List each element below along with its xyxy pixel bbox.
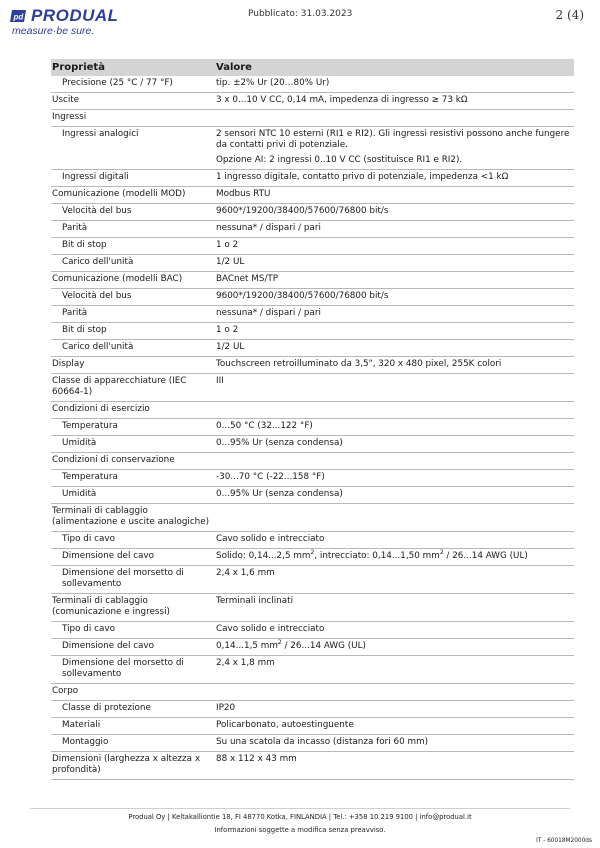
property-cell: Umidità (51, 487, 215, 504)
value-cell: Cavo solido e intrecciato (215, 532, 574, 549)
value-cell: -30...70 °C (-22...158 °F) (215, 470, 574, 487)
value-cell: 9600*/19200/38400/57600/76800 bit/s (215, 289, 574, 306)
table-row (51, 549, 574, 566)
value-cell: 0...95% Ur (senza condensa) (215, 487, 574, 504)
table-row (51, 470, 574, 487)
value-cell: 1/2 UL (215, 255, 574, 272)
svg-text:pd: pd (13, 12, 24, 22)
table-row (51, 487, 574, 504)
page-number: 2 (4) (555, 8, 584, 22)
value-cell: BACnet MS/TP (215, 272, 574, 289)
specifications-table (51, 59, 574, 780)
table-row (51, 289, 574, 306)
property-cell: Tipo di cavo (51, 622, 215, 639)
value-cell: 3 x 0...10 V CC, 0,14 mA, impedenza di ingresso ≥ 73 kΩ (215, 93, 574, 110)
table-row (51, 684, 574, 701)
table-row (51, 735, 574, 752)
property-cell: Condizioni di conservazione (51, 453, 215, 470)
value-cell (215, 110, 574, 127)
table-row (51, 718, 574, 735)
value-cell: 9600*/19200/38400/57600/76800 bit/s (215, 204, 574, 221)
value-cell: Terminali inclinati (215, 594, 574, 622)
table-row (51, 221, 574, 238)
superscript: 2 (310, 549, 315, 557)
table-row (51, 622, 574, 639)
value-cell (215, 684, 574, 701)
value-cell: 0...50 °C (32...122 °F) (215, 419, 574, 436)
table-row (51, 701, 574, 718)
table-row (51, 93, 574, 110)
property-cell: Ingressi (51, 110, 215, 127)
property-cell: Dimensione del morsetto di sollevamento (51, 566, 215, 594)
property-cell: Classe di apparecchiature (IEC 60664-1) (51, 374, 215, 402)
property-cell: Montaggio (51, 735, 215, 752)
value-text: / 26...14 AWG (UL) (281, 641, 366, 651)
value-cell: 2,4 x 1,6 mm (215, 566, 574, 594)
value-text: 2 sensori NTC 10 esterni (RI1 e RI2). Gli ingressi resistivi possono anche fungere da contatti privi di potenziale. (216, 129, 570, 150)
value-cell: 1 o 2 (215, 323, 574, 340)
property-cell: Parità (51, 306, 215, 323)
table-row (51, 566, 574, 594)
property-cell: Terminali di cablaggio (alimentazione e uscite analogiche) (51, 504, 215, 532)
property-cell: Bit di stop (51, 238, 215, 255)
table-row (51, 639, 574, 656)
footer-divider (30, 808, 570, 809)
property-cell: Carico dell'unità (51, 255, 215, 272)
property-cell: Comunicazione (modelli MOD) (51, 187, 215, 204)
column-header-property: Proprietà (51, 59, 215, 76)
value-text: / 26...14 AWG (UL) (443, 551, 528, 561)
property-cell: Dimensioni (larghezza x altezza x profondità) (51, 752, 215, 780)
value-cell: 1/2 UL (215, 340, 574, 357)
footer-address: Produal Oy | Keltakalliontie 18, FI 48770 Kotka, FINLANDIA | Tel.: +358 10 219 9100 | info@produal.it (128, 813, 472, 821)
value-cell: 0...95% Ur (senza condensa) (215, 436, 574, 453)
property-cell: Classe di protezione (51, 701, 215, 718)
table-row (51, 532, 574, 549)
superscript: 2 (277, 639, 282, 647)
value-cell: Cavo solido e intrecciato (215, 622, 574, 639)
value-cell: nessuna* / dispari / pari (215, 306, 574, 323)
table-row (51, 170, 574, 187)
property-cell: Umidità (51, 436, 215, 453)
value-cell (215, 453, 574, 470)
table-row (51, 238, 574, 255)
property-cell: Dimensione del morsetto di sollevamento (51, 656, 215, 684)
value-cell: 1 ingresso digitale, contatto privo di potenziale, impedenza <1 kΩ (215, 170, 574, 187)
table-row (51, 453, 574, 470)
table-row (51, 436, 574, 453)
property-cell: Temperatura (51, 419, 215, 436)
table-row (51, 656, 574, 684)
produal-logo-icon (10, 9, 28, 23)
property-cell: Parità (51, 221, 215, 238)
table-row (51, 127, 574, 170)
value-cell: Su una scatola da incasso (distanza fori 60 mm) (215, 735, 574, 752)
table-row (51, 340, 574, 357)
table-row (51, 402, 574, 419)
value-cell: Policarbonato, autoestinguente (215, 718, 574, 735)
table-row (51, 76, 574, 93)
property-cell: Tipo di cavo (51, 532, 215, 549)
value-cell (215, 639, 574, 656)
table-header (51, 59, 574, 76)
footer-notice: Informazioni soggette a modifica senza preavviso. (214, 826, 386, 834)
property-cell: Terminali di cablaggio (comunicazione e ingressi) (51, 594, 215, 622)
value-cell: IP20 (215, 701, 574, 718)
column-header-value: Valore (215, 59, 574, 76)
table-row (51, 110, 574, 127)
table-row (51, 323, 574, 340)
table-row (51, 752, 574, 780)
published-date: Pubblicato: 31.03.2023 (248, 9, 353, 19)
value-text: 0,14...1,5 mm (216, 641, 278, 651)
table-row (51, 357, 574, 374)
property-cell: Corpo (51, 684, 215, 701)
property-cell: Carico dell'unità (51, 340, 215, 357)
document-id: IT - 60018M2000ds (536, 838, 592, 844)
property-cell: Velocità del bus (51, 289, 215, 306)
value-text: , intrecciato: 0,14...1,50 mm (314, 551, 440, 561)
property-cell: Dimensione del cavo (51, 639, 215, 656)
value-cell: tip. ±2% Ur (20…80% Ur) (215, 76, 574, 93)
value-cell: III (215, 374, 574, 402)
value-cell: 88 x 112 x 43 mm (215, 752, 574, 780)
table-row (51, 419, 574, 436)
property-cell: Temperatura (51, 470, 215, 487)
value-cell: nessuna* / dispari / pari (215, 221, 574, 238)
table-row (51, 272, 574, 289)
value-cell (215, 549, 574, 566)
value-cell (215, 127, 574, 170)
property-cell: Velocità del bus (51, 204, 215, 221)
value-cell: Modbus RTU (215, 187, 574, 204)
property-cell: Condizioni di esercizio (51, 402, 215, 419)
table-row (51, 255, 574, 272)
property-cell: Dimensione del cavo (51, 549, 215, 566)
value-cell: 2,4 x 1,8 mm (215, 656, 574, 684)
property-cell: Uscite (51, 93, 215, 110)
property-cell: Ingressi analogici (51, 127, 215, 170)
table-row (51, 594, 574, 622)
page-header (0, 0, 600, 44)
table-row (51, 306, 574, 323)
produal-logo (10, 8, 119, 37)
table-row (51, 204, 574, 221)
table-row (51, 187, 574, 204)
property-cell: Bit di stop (51, 323, 215, 340)
value-cell: Touchscreen retroilluminato da 3,5", 320 x 480 pixel, 255K colori (215, 357, 574, 374)
property-cell: Comunicazione (modelli BAC) (51, 272, 215, 289)
superscript: 2 (439, 549, 444, 557)
property-cell: Ingressi digitali (51, 170, 215, 187)
logo-text: PRODUAL (31, 6, 119, 25)
property-cell: Precisione (25 °C / 77 °F) (51, 76, 215, 93)
table-row (51, 374, 574, 402)
property-cell: Materiali (51, 718, 215, 735)
value-text: Solido: 0,14...2,5 mm (216, 551, 311, 561)
tagline: measure·be sure. (12, 25, 95, 37)
value-cell (215, 402, 574, 419)
property-cell: Display (51, 357, 215, 374)
table-row (51, 504, 574, 532)
value-cell: 1 o 2 (215, 238, 574, 255)
value-cell (215, 504, 574, 532)
value-text-option: Opzione AI: 2 ingressi 0..10 V CC (sostituisce RI1 e RI2). (216, 155, 463, 165)
